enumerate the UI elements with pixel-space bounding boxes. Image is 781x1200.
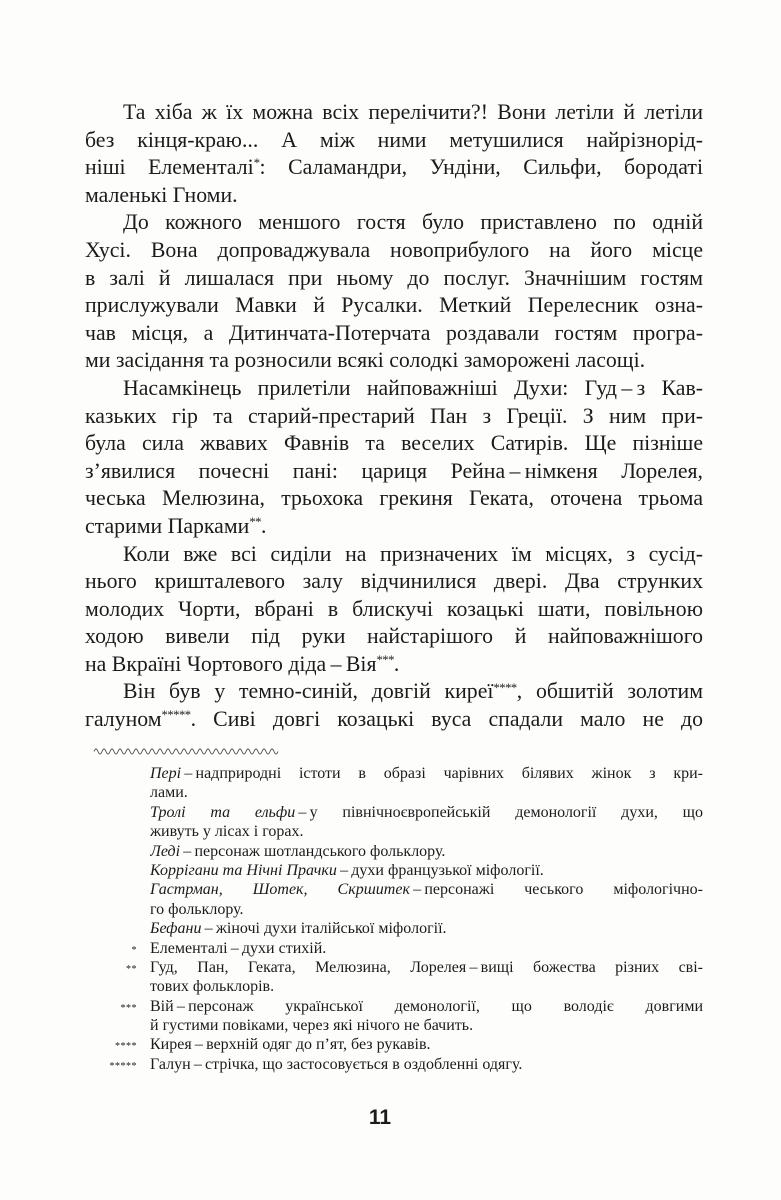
body-text: [85, 99, 703, 734]
text-line: ми засідання та розносили всякі солодкі заморожені ласощі.: [85, 348, 646, 373]
text-line: Коли вже всі сиділи на призначених їм місцях, з сусід-: [123, 541, 703, 566]
footnote-line: Гастрман, Шотек, Скршитек – персонажі чеського міфологічно-: [150, 881, 703, 899]
footnote-line: Галун – стрічка, що застосовується в оздобленні одягу.: [150, 1055, 523, 1073]
footnote-item: [85, 880, 703, 919]
footnote-item: [85, 842, 703, 861]
footnote-line: Коррігани та Нічні Прачки – духи французької міфології.: [150, 861, 544, 879]
footnote-item: [85, 1035, 703, 1054]
text-line: казьких гір та старий-престарий Пан з Греції. З ним при-: [85, 403, 703, 428]
paragraph: [85, 541, 703, 679]
footnotes-section: [85, 764, 703, 1074]
footnote-line: го фольклору.: [150, 900, 244, 918]
text-line: чеська Мелюзина, трьохока грекиня Геката, оточена трьома: [85, 486, 703, 511]
wavy-path: [94, 749, 278, 754]
text-line: ходою вивели під руки найстарішого й найповажнішого: [85, 624, 703, 649]
footnote-line: Пері – надприродні істоти в образі чарівних білявих жінок з кри-: [150, 765, 703, 782]
footnote-item: [85, 919, 703, 938]
footnote-line: Вій – персонаж української демонології, що володіє довгими: [150, 997, 703, 1015]
footnote-item: [85, 939, 703, 958]
text-line: Хусі. Вона допроваджувала новоприбулого на його місце: [85, 237, 703, 262]
page-number: 11: [368, 1106, 392, 1129]
footnote-line: Бефани – жіночі духи італійської міфології.: [150, 920, 447, 938]
text-line: ніші Елементалі*: Саламандри, Ундіни, Сильфи, бородаті: [85, 155, 703, 180]
footnote-line: Гуд, Пан, Геката, Мелюзина, Лорелея – вищі божества різних сві-: [150, 958, 703, 976]
footnote-marker: *****: [109, 1060, 137, 1072]
text-line: з’явилися почесні пані: цариця Рейна – німкеня Лорелея,: [85, 458, 703, 483]
paragraph: [85, 375, 703, 541]
footnote-marker: **: [126, 963, 137, 975]
text-line: До кожного меншого гостя було приставлено по одній: [123, 210, 703, 235]
footnote-item: [85, 1055, 703, 1074]
footnote-item: [85, 958, 703, 997]
footnote-line: Кирея – верхній одяг до п’ят, без рукавів.: [150, 1036, 431, 1054]
footnote-item: [85, 861, 703, 880]
footnote-line: тових фольклорів.: [150, 978, 275, 996]
text-line: прислужували Мавки й Русалки. Меткий Перелесник озна-: [85, 293, 703, 318]
text-line: молодих Чорти, вбрані в блискучі козацькі шати, повільною: [85, 596, 703, 621]
footnote-item: [85, 997, 703, 1036]
text-line: маленькі Гноми.: [85, 182, 238, 207]
text-line: на Вкраїні Чортового діда – Вія***.: [85, 651, 400, 676]
footnote-marker: *: [131, 944, 137, 956]
footnote-item: [85, 764, 703, 803]
footnote-line: Тролі та ельфи – у північноєвропейській демонології духи, що: [150, 803, 703, 821]
paragraph: [85, 99, 703, 209]
paragraph: [85, 209, 703, 375]
text-line: нього кришталевого залу відчинилися двері. Два струнких: [85, 569, 703, 594]
text-line: чав місця, а Дитинчата-Потерчата роздавали гостям програ-: [85, 320, 703, 345]
footnote-marker: ***: [120, 1002, 137, 1014]
footnote-marker: ****: [115, 1041, 137, 1053]
footnote-line: живуть у лісах і горах.: [150, 823, 304, 841]
footnote-line: Леді – персонаж шотландського фольклору.: [150, 842, 446, 860]
text-line: без кінця-краю... А між ними метушилися найрізнорід-: [85, 127, 703, 152]
footnote-separator-wavy-line: [93, 747, 281, 756]
text-line: в залі й лишалася при ньому до послуг. Значнішим гостям: [85, 265, 703, 290]
text-line: галуном*****. Сиві довгі козацькі вуса спадали мало не до: [85, 707, 703, 732]
text-line: Насамкінець прилетіли найповажніші Духи: Гуд – з Кав-: [123, 375, 703, 400]
footnote-line: Елементалі – духи стихій.: [150, 939, 327, 957]
footnote-line: лами.: [150, 784, 188, 802]
paragraph: [85, 678, 703, 733]
footnote-line: й густими повіками, через які нічого не бачить.: [150, 1017, 474, 1035]
footnote-item: [85, 803, 703, 842]
text-line: Він був у темно-синій, довгій киреї****, обшитій золотим: [123, 679, 703, 704]
text-line: старими Парками**.: [85, 513, 267, 538]
text-line: Та хіба ж їх можна всіх перелічити?! Вони летіли й летіли: [123, 100, 703, 124]
text-line: була сила жвавих Фавнів та веселих Сатирів. Ще пізніше: [85, 431, 703, 456]
